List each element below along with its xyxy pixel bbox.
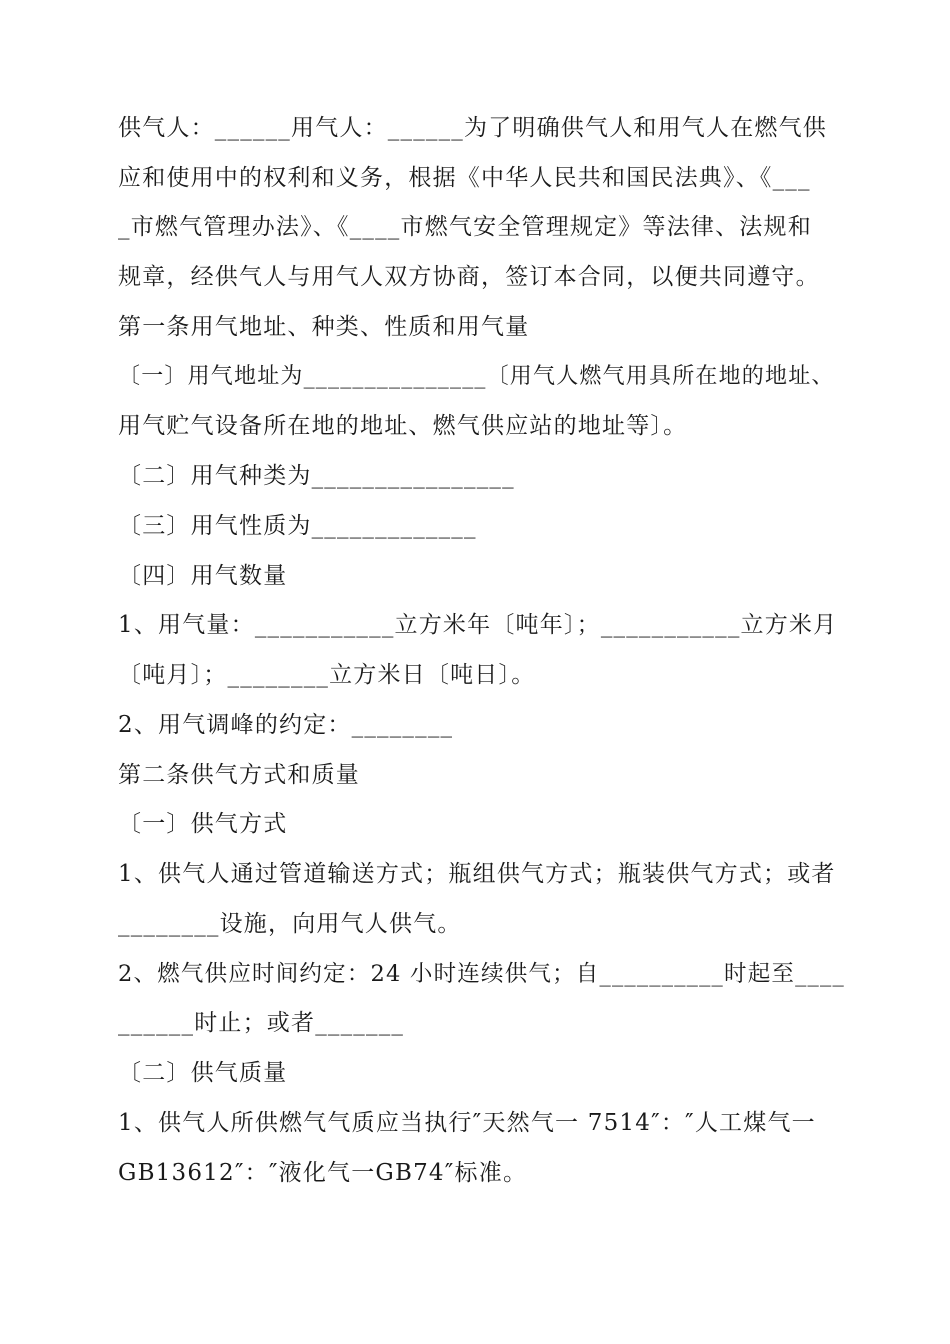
address-clause-line-2: 用气贮气设备所在地的地址、燃气供应站的地址等〕。 bbox=[118, 413, 688, 439]
contract-preamble-line-4: 规章，经供气人与用气人双方协商，签订本合同，以便共同遵守。 bbox=[118, 264, 820, 290]
gas-quality-standard-line-1: 1、供气人所供燃气气质应当执行″天然气一 7514″：″人工煤气一 bbox=[118, 1110, 816, 1136]
peak-regulation-clause: 2、用气调峰的约定：________ bbox=[118, 712, 454, 738]
article-2-heading: 第二条供气方式和质量 bbox=[118, 762, 360, 788]
supply-time-line-2: ______时止；或者_______ bbox=[118, 1010, 405, 1036]
contract-preamble-line-3: _市燃气管理办法》、《____市燃气安全管理规定》等法律、法规和 bbox=[118, 214, 812, 240]
supply-method-line-1: 1、供气人通过管道输送方式；瓶组供气方式；瓶装供气方式；或者 bbox=[118, 861, 836, 887]
gas-quantity-heading: 〔四〕用气数量 bbox=[118, 563, 288, 589]
gas-volume-line-1: 1、用气量：___________立方米年〔吨年〕；___________立方米月 bbox=[118, 612, 838, 638]
address-clause-line-1: 〔一〕用气地址为_______________〔用气人燃气用具所在地的地址、 bbox=[118, 364, 835, 389]
supply-method-heading: 〔一〕供气方式 bbox=[118, 811, 288, 837]
gas-volume-line-2: 〔吨月〕；________立方米日〔吨日〕。 bbox=[118, 662, 536, 688]
gas-nature-clause: 〔三〕用气性质为_____________ bbox=[118, 513, 477, 539]
gas-type-clause: 〔二〕用气种类为________________ bbox=[118, 463, 515, 489]
supply-quality-heading: 〔二〕供气质量 bbox=[118, 1060, 288, 1086]
contract-preamble-line-2: 应和使用中的权利和义务，根据《中华人民共和国民法典》、《___ bbox=[118, 165, 811, 191]
article-1-heading: 第一条用气地址、种类、性质和用气量 bbox=[118, 314, 530, 340]
gas-quality-standard-line-2: GB13612″：″液化气一GB74″标准。 bbox=[118, 1160, 528, 1186]
supply-time-line-1: 2、燃气供应时间约定：24 小时连续供气；自__________时起至____ bbox=[118, 961, 845, 987]
contract-preamble-line-1: 供气人：______用气人：______为了明确供气人和用气人在燃气供 bbox=[118, 115, 827, 141]
supply-method-line-2: ________设施，向用气人供气。 bbox=[118, 911, 462, 937]
